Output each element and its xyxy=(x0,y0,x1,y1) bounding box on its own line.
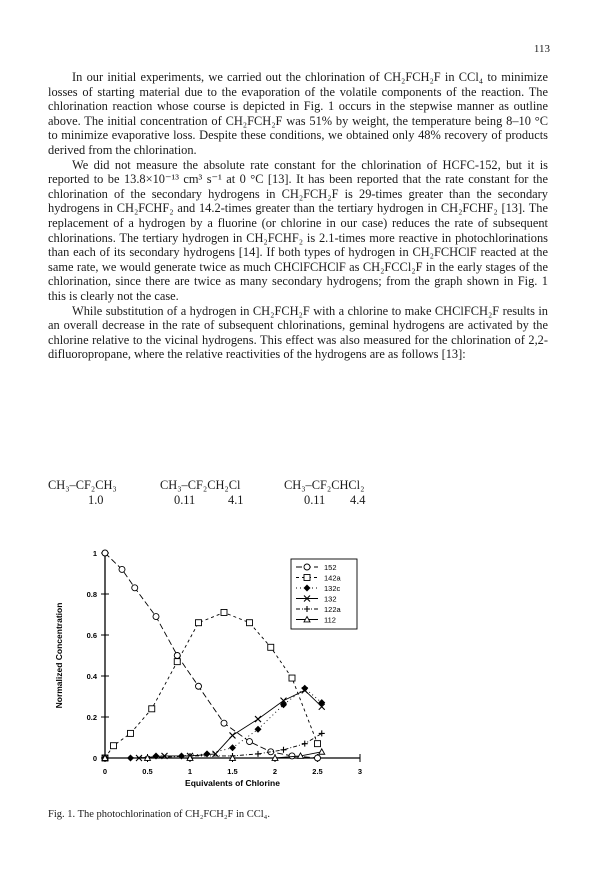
data-point-132c xyxy=(255,726,262,733)
data-point-122a xyxy=(255,751,261,757)
data-point-122a xyxy=(302,741,308,747)
data-point-142a xyxy=(247,620,253,626)
legend-label: 132 xyxy=(324,594,337,604)
data-point-152 xyxy=(221,720,227,726)
y-tick-label: 0.2 xyxy=(86,713,97,722)
y-tick-label: 0 xyxy=(92,754,97,763)
data-point-112 xyxy=(319,749,325,754)
data-point-152 xyxy=(289,753,295,759)
legend-marker-142a xyxy=(304,575,310,581)
body-text xyxy=(48,70,548,362)
data-point-132c xyxy=(204,750,211,757)
series-142a xyxy=(102,609,321,761)
y-tick-label: 1 xyxy=(92,549,97,558)
data-point-142a xyxy=(196,620,202,626)
data-point-142a xyxy=(149,706,155,712)
formula-chloro: CH₃–CF₂CH₂Cl xyxy=(160,478,241,492)
data-point-122a xyxy=(319,730,325,736)
data-point-142a xyxy=(111,743,117,749)
data-point-122a xyxy=(281,747,287,753)
data-point-152 xyxy=(196,683,202,689)
data-point-142a xyxy=(221,609,227,615)
data-point-142a xyxy=(289,675,295,681)
reactivity-value: 4.1 xyxy=(228,493,244,507)
data-point-152 xyxy=(132,585,138,591)
x-axis-label: Equivalents of Chlorine xyxy=(185,778,280,788)
data-point-132 xyxy=(255,716,261,722)
data-point-142a xyxy=(128,730,134,736)
reactivity-value: 0.11 xyxy=(304,493,326,507)
relative-reactivity-table xyxy=(48,478,448,508)
series-line-132c xyxy=(105,688,322,758)
data-point-152 xyxy=(102,550,108,556)
legend-marker-152 xyxy=(304,564,310,570)
photochlorination-chart xyxy=(40,543,400,808)
reactivity-value: 4.4 xyxy=(350,493,366,507)
y-tick-label: 0.8 xyxy=(86,590,97,599)
x-tick-label: 2 xyxy=(272,767,278,776)
reactivity-value: 1.0 xyxy=(88,493,104,507)
formula-dichloro: CH₃–CF₂CHCl₂ xyxy=(284,478,365,492)
x-tick-label: 0 xyxy=(102,767,108,776)
x-tick-label: 0.5 xyxy=(142,767,153,776)
data-point-152 xyxy=(247,739,253,745)
x-tick-label: 3 xyxy=(357,767,363,776)
data-point-142a xyxy=(268,644,274,650)
data-point-152 xyxy=(153,614,159,620)
y-axis-label: Normalized Concentration xyxy=(54,602,64,709)
series-line-152 xyxy=(105,553,318,758)
data-point-152 xyxy=(119,566,125,572)
y-tick-label: 0.4 xyxy=(86,672,97,681)
figure-caption: Fig. 1. The photochlorination of CH₂FCH₂F in CCl₄. xyxy=(48,809,270,820)
series-152 xyxy=(102,550,321,761)
data-point-132c xyxy=(229,744,236,751)
legend xyxy=(291,559,357,629)
legend-label: 152 xyxy=(324,563,337,572)
x-tick-label: 1.5 xyxy=(227,767,238,776)
legend-label: 132c xyxy=(324,584,341,593)
series-line-132 xyxy=(105,690,322,758)
paragraph-2: We did not measure the absolute rate constant for the chlorination of HCFC-152, but it is reported to be 13.8×10⁻¹³ cm³ s⁻¹ at 0 °C [13]. It has been reported that the rate constant for the chlorination of the secondary hydrogens in CH₂FCH₂F is 29-times greater than the secondary hydrogens in CH₂FCHF₂ and 14.2-times greater than the tertiary hydrogen in CH₂FCHF₂ [13]. The replacement of a hydrogen by a fluorine (or chlorine in our case) reduces the rate of subsequent chlorinations. The tertiary hydrogen in CH₂FCHF₂ is 2.1-times more reactive in photochlorinations than each of its secondary hydrogens [14]. If both types of hydrogen in CH₂FCHClF reacted at the same rate, we would generate twice as much CHClFCHClF as CH₂FCCl₂F in the early stages of the chlorination, since there are twice as many secondary hydrogens; from the graph shown in Fig. 1 this is clearly not the case. xyxy=(48,157,548,303)
reactivity-value: 0.11 xyxy=(174,493,196,507)
data-point-132 xyxy=(230,732,236,738)
formula-difluoropropane: CH₃–CF₂CH₃ xyxy=(48,478,117,492)
paragraph-3: While substitution of a hydrogen in CH₂FCH₂F with a chlorine to make CHClFCH₂F results in an overall decrease in the rate of subsequent chlorinations, geminal hydrogens are activated by the chlorine relative to the vicinal hydrogens. This effect was also measured for the chlorination of 2,2-difluoropropane, where the relative reactivities of the hydrogens are as follows [13]: xyxy=(48,303,548,362)
legend-label: 122a xyxy=(324,605,341,614)
series-line-142a xyxy=(105,613,318,759)
paragraph-1: In our initial experiments, we carried out the chlorination of CH₂FCH₂F in CCl₄ to minimize losses of starting material due to the evaporation of the volatile components of the reaction. The chlorination reaction whose course is depicted in Fig. 1 occurs in the stepwise manner as outline above. The initial concentration of CH₂FCH₂F was 51% by weight, the temperature being 8–10 °C to minimize evaporative loss. Despite these conditions, we obtained only 48% recovery of products derived from the chlorination. xyxy=(48,70,548,157)
y-tick-label: 0.6 xyxy=(86,631,97,640)
data-point-142a xyxy=(174,659,180,665)
data-point-142a xyxy=(315,741,321,747)
legend-label: 142a xyxy=(324,573,341,583)
series-132 xyxy=(102,687,325,761)
legend-label: 112 xyxy=(324,615,336,625)
x-tick-label: 2.5 xyxy=(312,767,323,776)
data-point-152 xyxy=(315,755,321,761)
x-tick-label: 1 xyxy=(187,767,193,776)
page-number: 113 xyxy=(533,43,550,55)
